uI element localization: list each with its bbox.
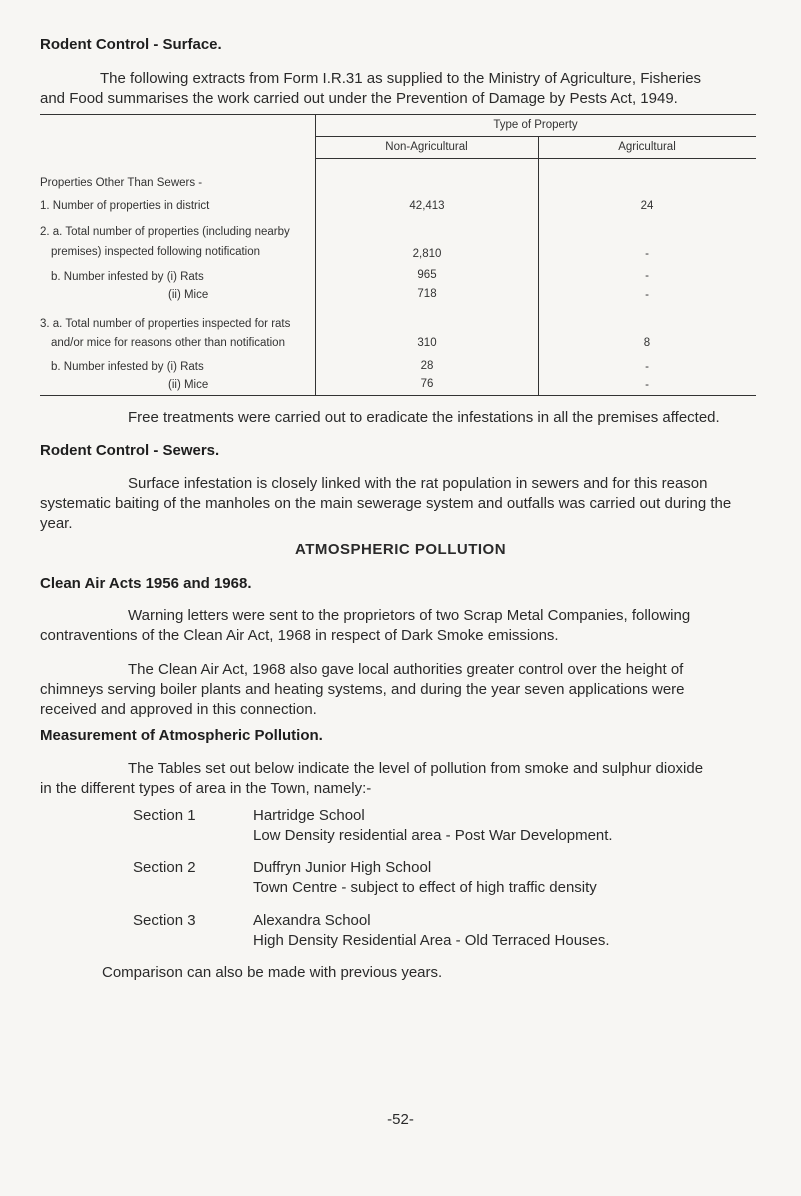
clean-air-line-2: chimneys serving boiler plants and heating systems, and during the year seven applications were (40, 681, 685, 698)
sewers-line-3: year. (40, 515, 73, 532)
row-2b-mice-label: (ii) Mice (168, 289, 209, 301)
row-1-non-agri: 42,413 (409, 200, 445, 212)
table-header-rule (315, 158, 756, 159)
page-number: -52- (387, 1111, 414, 1128)
section-description: High Density Residential Area - Old Terraced Houses. (253, 932, 610, 949)
pests-table (40, 114, 756, 396)
table-top-rule (40, 114, 756, 115)
heading-clean-air-acts: Clean Air Acts 1956 and 1968. (40, 575, 252, 592)
type-of-property-header: Type of Property (493, 119, 578, 131)
table-divider-1 (315, 114, 316, 396)
intro-line-1: The following extracts from Form I.R.31 as supplied to the Ministry of Agriculture, Fisheries (100, 70, 702, 87)
free-treatments-text: Free treatments were carried out to eradicate the infestations in all the premises affected. (128, 409, 720, 426)
row-3b-mice-agri: - (645, 379, 649, 391)
warning-line-2: contraventions of the Clean Air Act, 1968 in respect of Dark Smoke emissions. (40, 627, 559, 644)
section-school: Duffryn Junior High School (253, 859, 432, 876)
row-3b-rats-agri: - (645, 361, 649, 373)
group-heading: Properties Other Than Sewers - (40, 177, 203, 189)
measurement-line-2: in the different types of area in the Town, namely:- (40, 780, 372, 797)
heading-atmospheric-pollution: ATMOSPHERIC POLLUTION (294, 541, 507, 558)
row-3a-non-agri: 310 (417, 337, 437, 349)
sewers-line-2: systematic baiting of the manholes on the main sewerage system and outfalls was carried out during the (40, 495, 732, 512)
table-subheader-rule (315, 136, 756, 137)
row-2a-label-2: premises) inspected following notification (51, 246, 261, 258)
clean-air-act-paragraph (40, 660, 780, 720)
sewers-paragraph (40, 474, 780, 534)
row-3b-rats-label: b. Number infested by (i) Rats (51, 361, 204, 373)
section-description: Low Density residential area - Post War Development. (253, 827, 613, 844)
sewers-line-1: Surface infestation is closely linked with the rat population in sewers and for this reason (128, 475, 708, 492)
row-1-label: 1. Number of properties in district (40, 200, 210, 212)
comparison-text: Comparison can also be made with previous years. (102, 964, 443, 981)
section-school: Alexandra School (253, 912, 371, 929)
row-2a-label-1: 2. a. Total number of properties (including nearby (40, 226, 290, 238)
row-2b-mice-agri: - (645, 289, 649, 301)
measurement-line-1: The Tables set out below indicate the level of pollution from smoke and sulphur dioxide (128, 760, 704, 777)
col-non-agricultural: Non-Agricultural (385, 141, 468, 153)
row-3a-label-1: 3. a. Total number of properties inspected for rats (40, 318, 291, 330)
row-2a-agri: - (645, 248, 649, 260)
row-3b-rats-non-agri: 28 (420, 360, 434, 372)
section-label: Section 3 (133, 912, 196, 929)
row-3a-label-2: and/or mice for reasons other than notification (51, 337, 285, 349)
row-2b-rats-agri: - (645, 270, 649, 282)
row-2b-rats-non-agri: 965 (417, 269, 437, 281)
clean-air-line-3: received and approved in this connection. (40, 701, 317, 718)
row-2b-rats-label: b. Number infested by (i) Rats (51, 271, 204, 283)
intro-paragraph (40, 69, 780, 109)
section-description: Town Centre - subject to effect of high traffic density (253, 879, 597, 896)
section-label: Section 2 (133, 859, 196, 876)
row-1-agri: 24 (640, 200, 654, 212)
row-2a-non-agri: 2,810 (412, 248, 442, 260)
row-3b-mice-non-agri: 76 (420, 378, 434, 390)
row-2b-mice-non-agri: 718 (417, 288, 437, 300)
heading-rodent-sewers: Rodent Control - Sewers. (40, 442, 220, 459)
col-agricultural: Agricultural (618, 141, 676, 153)
measurement-paragraph (40, 759, 780, 799)
row-3b-mice-label: (ii) Mice (168, 379, 209, 391)
section-school: Hartridge School (253, 807, 365, 824)
clean-air-line-1: The Clean Air Act, 1968 also gave local authorities greater control over the height of (128, 661, 684, 678)
intro-line-2: and Food summarises the work carried out under the Prevention of Damage by Pests Act, 1949. (40, 90, 678, 107)
heading-measurement: Measurement of Atmospheric Pollution. (40, 727, 323, 744)
table-bottom-rule (40, 395, 756, 396)
table-divider-2 (538, 136, 539, 396)
heading-rodent-surface: Rodent Control - Surface. (40, 36, 222, 53)
section-label: Section 1 (133, 807, 196, 824)
warning-letters-paragraph (40, 606, 780, 646)
warning-line-1: Warning letters were sent to the proprietors of two Scrap Metal Companies, following (128, 607, 691, 624)
row-3a-agri: 8 (643, 337, 651, 349)
